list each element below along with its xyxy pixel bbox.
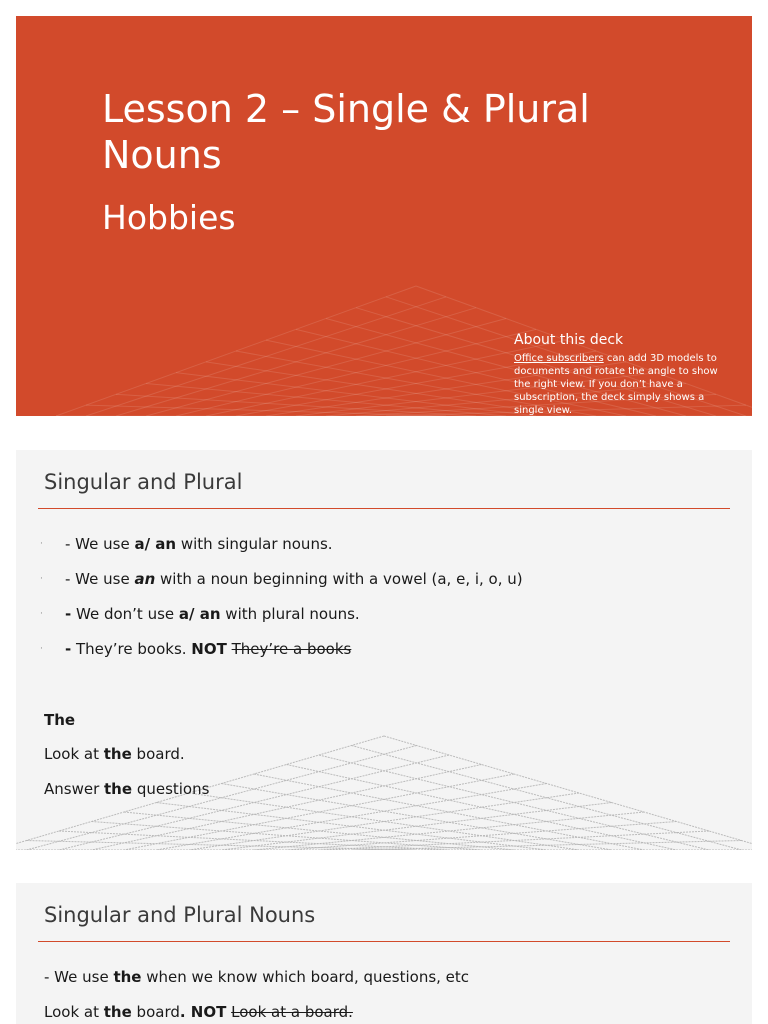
bullet-dot-icon: · (40, 539, 43, 549)
incorrect-example: They’re a books (231, 640, 352, 658)
grid-line (384, 736, 752, 850)
office-subscribers-link[interactable]: Office subscribers (514, 353, 604, 364)
list-item: · - We don’t use a/ an with plural nouns. (40, 605, 360, 623)
list-item: · - They’re books. NOT They’re a books (40, 640, 352, 658)
rules-list (40, 533, 523, 673)
grid-line (189, 793, 579, 850)
example-line: - We use the when we know which board, questions, etc (44, 968, 470, 986)
about-deck-panel (514, 332, 736, 416)
incorrect-example: Look at a board. (231, 1003, 353, 1021)
bullet-dot-icon: · (40, 609, 43, 619)
the-heading: The (44, 711, 76, 729)
about-text: can add 3D models to documents and rotate the angle to show the right view. If you don’t have a subscription, the deck simply shows a single view. (514, 353, 718, 416)
list-item: · - We use a/ an with singular nouns. (40, 535, 333, 553)
grid-line (56, 286, 416, 416)
list-item: · - We use an with a noun beginning with a vowel (a, e, i, o, u) (40, 570, 523, 588)
title-divider (38, 508, 730, 509)
grid-line (116, 308, 476, 416)
example-line: Look at the board. (44, 745, 185, 763)
bullet-dot-icon: · (40, 574, 43, 584)
slide-subtitle: Hobbies (102, 198, 236, 237)
bullet-dot-icon: · (40, 644, 43, 654)
grid-line (189, 793, 579, 850)
slide-title: Singular and Plural (44, 470, 243, 494)
grid-line (86, 297, 446, 416)
singular-plural-nouns-slide[interactable] (16, 883, 752, 1024)
example-line: Answer the questions (44, 780, 210, 798)
grid-line (59, 755, 449, 850)
slide-title: Singular and Plural Nouns (44, 903, 316, 927)
about-body (514, 352, 736, 416)
grid-line (206, 340, 566, 416)
about-heading: About this deck (514, 332, 624, 348)
example-line: Look at the board. NOT Look at a board. (44, 1003, 353, 1021)
singular-plural-slide[interactable] (16, 450, 752, 850)
slide-title: Lesson 2 – Single & Plural Nouns (102, 87, 590, 177)
grid-line (319, 755, 709, 850)
title-slide[interactable] (16, 16, 752, 416)
title-divider (38, 941, 730, 942)
